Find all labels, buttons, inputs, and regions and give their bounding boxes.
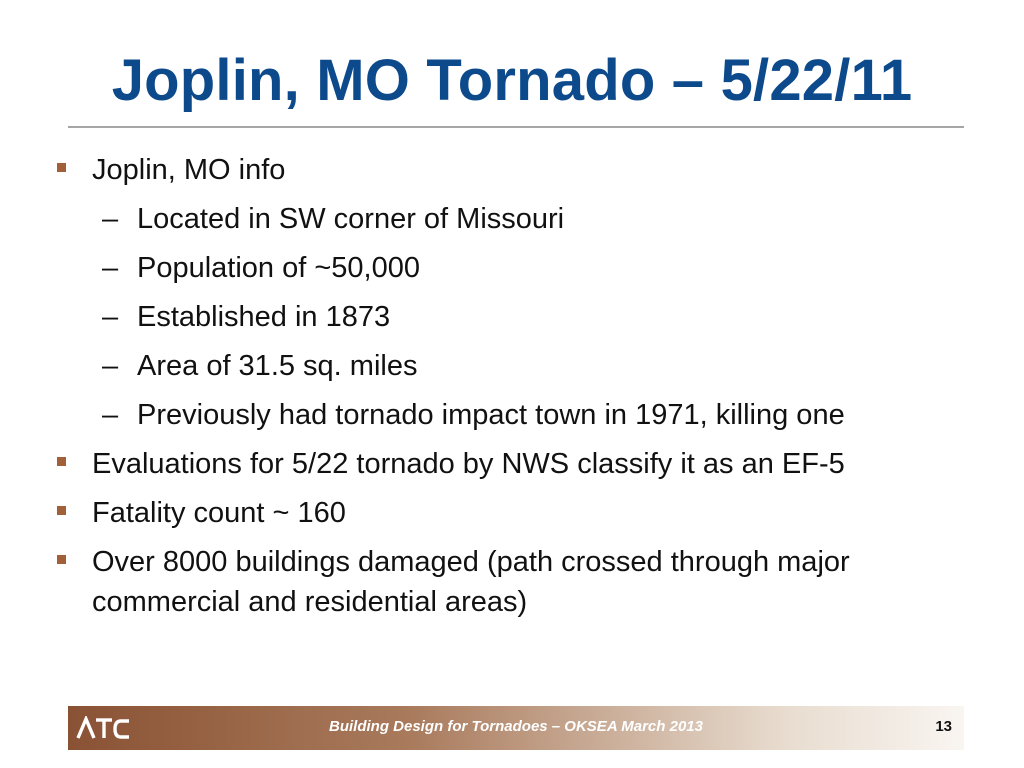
footer-bar — [68, 706, 964, 750]
slide-title: Joplin, MO Tornado – 5/22/11 — [111, 48, 913, 113]
bullet-item — [56, 444, 996, 484]
dash-marker: – — [102, 399, 119, 431]
dash-marker: – — [102, 350, 119, 382]
bullet-square-icon — [57, 163, 66, 172]
bullet-item — [56, 150, 996, 435]
sub-bullet-text: Located in SW corner of Missouri — [137, 203, 565, 235]
bullet-square-icon — [57, 457, 66, 466]
title-divider — [68, 126, 964, 128]
sub-bullet-item — [92, 395, 996, 435]
sub-bullet-text: Established in 1873 — [137, 301, 391, 333]
sub-bullet-text: Population of ~50,000 — [137, 252, 420, 284]
slide-content — [56, 150, 996, 631]
bullet-text: Over 8000 buildings damaged (path crossed through major commercial and residential areas) — [92, 546, 850, 618]
sub-bullet-text: Area of 31.5 sq. miles — [137, 350, 418, 382]
bullet-item — [56, 493, 996, 533]
bullet-text: Evaluations for 5/22 tornado by NWS classify it as an EF-5 — [92, 448, 845, 480]
bullet-text: Fatality count ~ 160 — [92, 497, 346, 529]
sub-bullet-list — [92, 199, 996, 435]
bullet-square-icon — [57, 555, 66, 564]
page-number: 13 — [935, 718, 952, 735]
dash-marker: – — [102, 252, 119, 284]
sub-bullet-item — [92, 346, 996, 386]
sub-bullet-text: Previously had tornado impact town in 1971, killing one — [137, 399, 845, 431]
sub-bullet-item — [92, 199, 996, 239]
sub-bullet-item — [92, 297, 996, 337]
bullet-text: Joplin, MO info — [92, 154, 286, 186]
footer-caption: Building Design for Tornadoes – OKSEA March 2013 — [329, 718, 703, 735]
sub-bullet-item — [92, 248, 996, 288]
dash-marker: – — [102, 203, 119, 235]
bullet-square-icon — [57, 506, 66, 515]
bullet-item — [56, 542, 996, 622]
dash-marker: – — [102, 301, 119, 333]
